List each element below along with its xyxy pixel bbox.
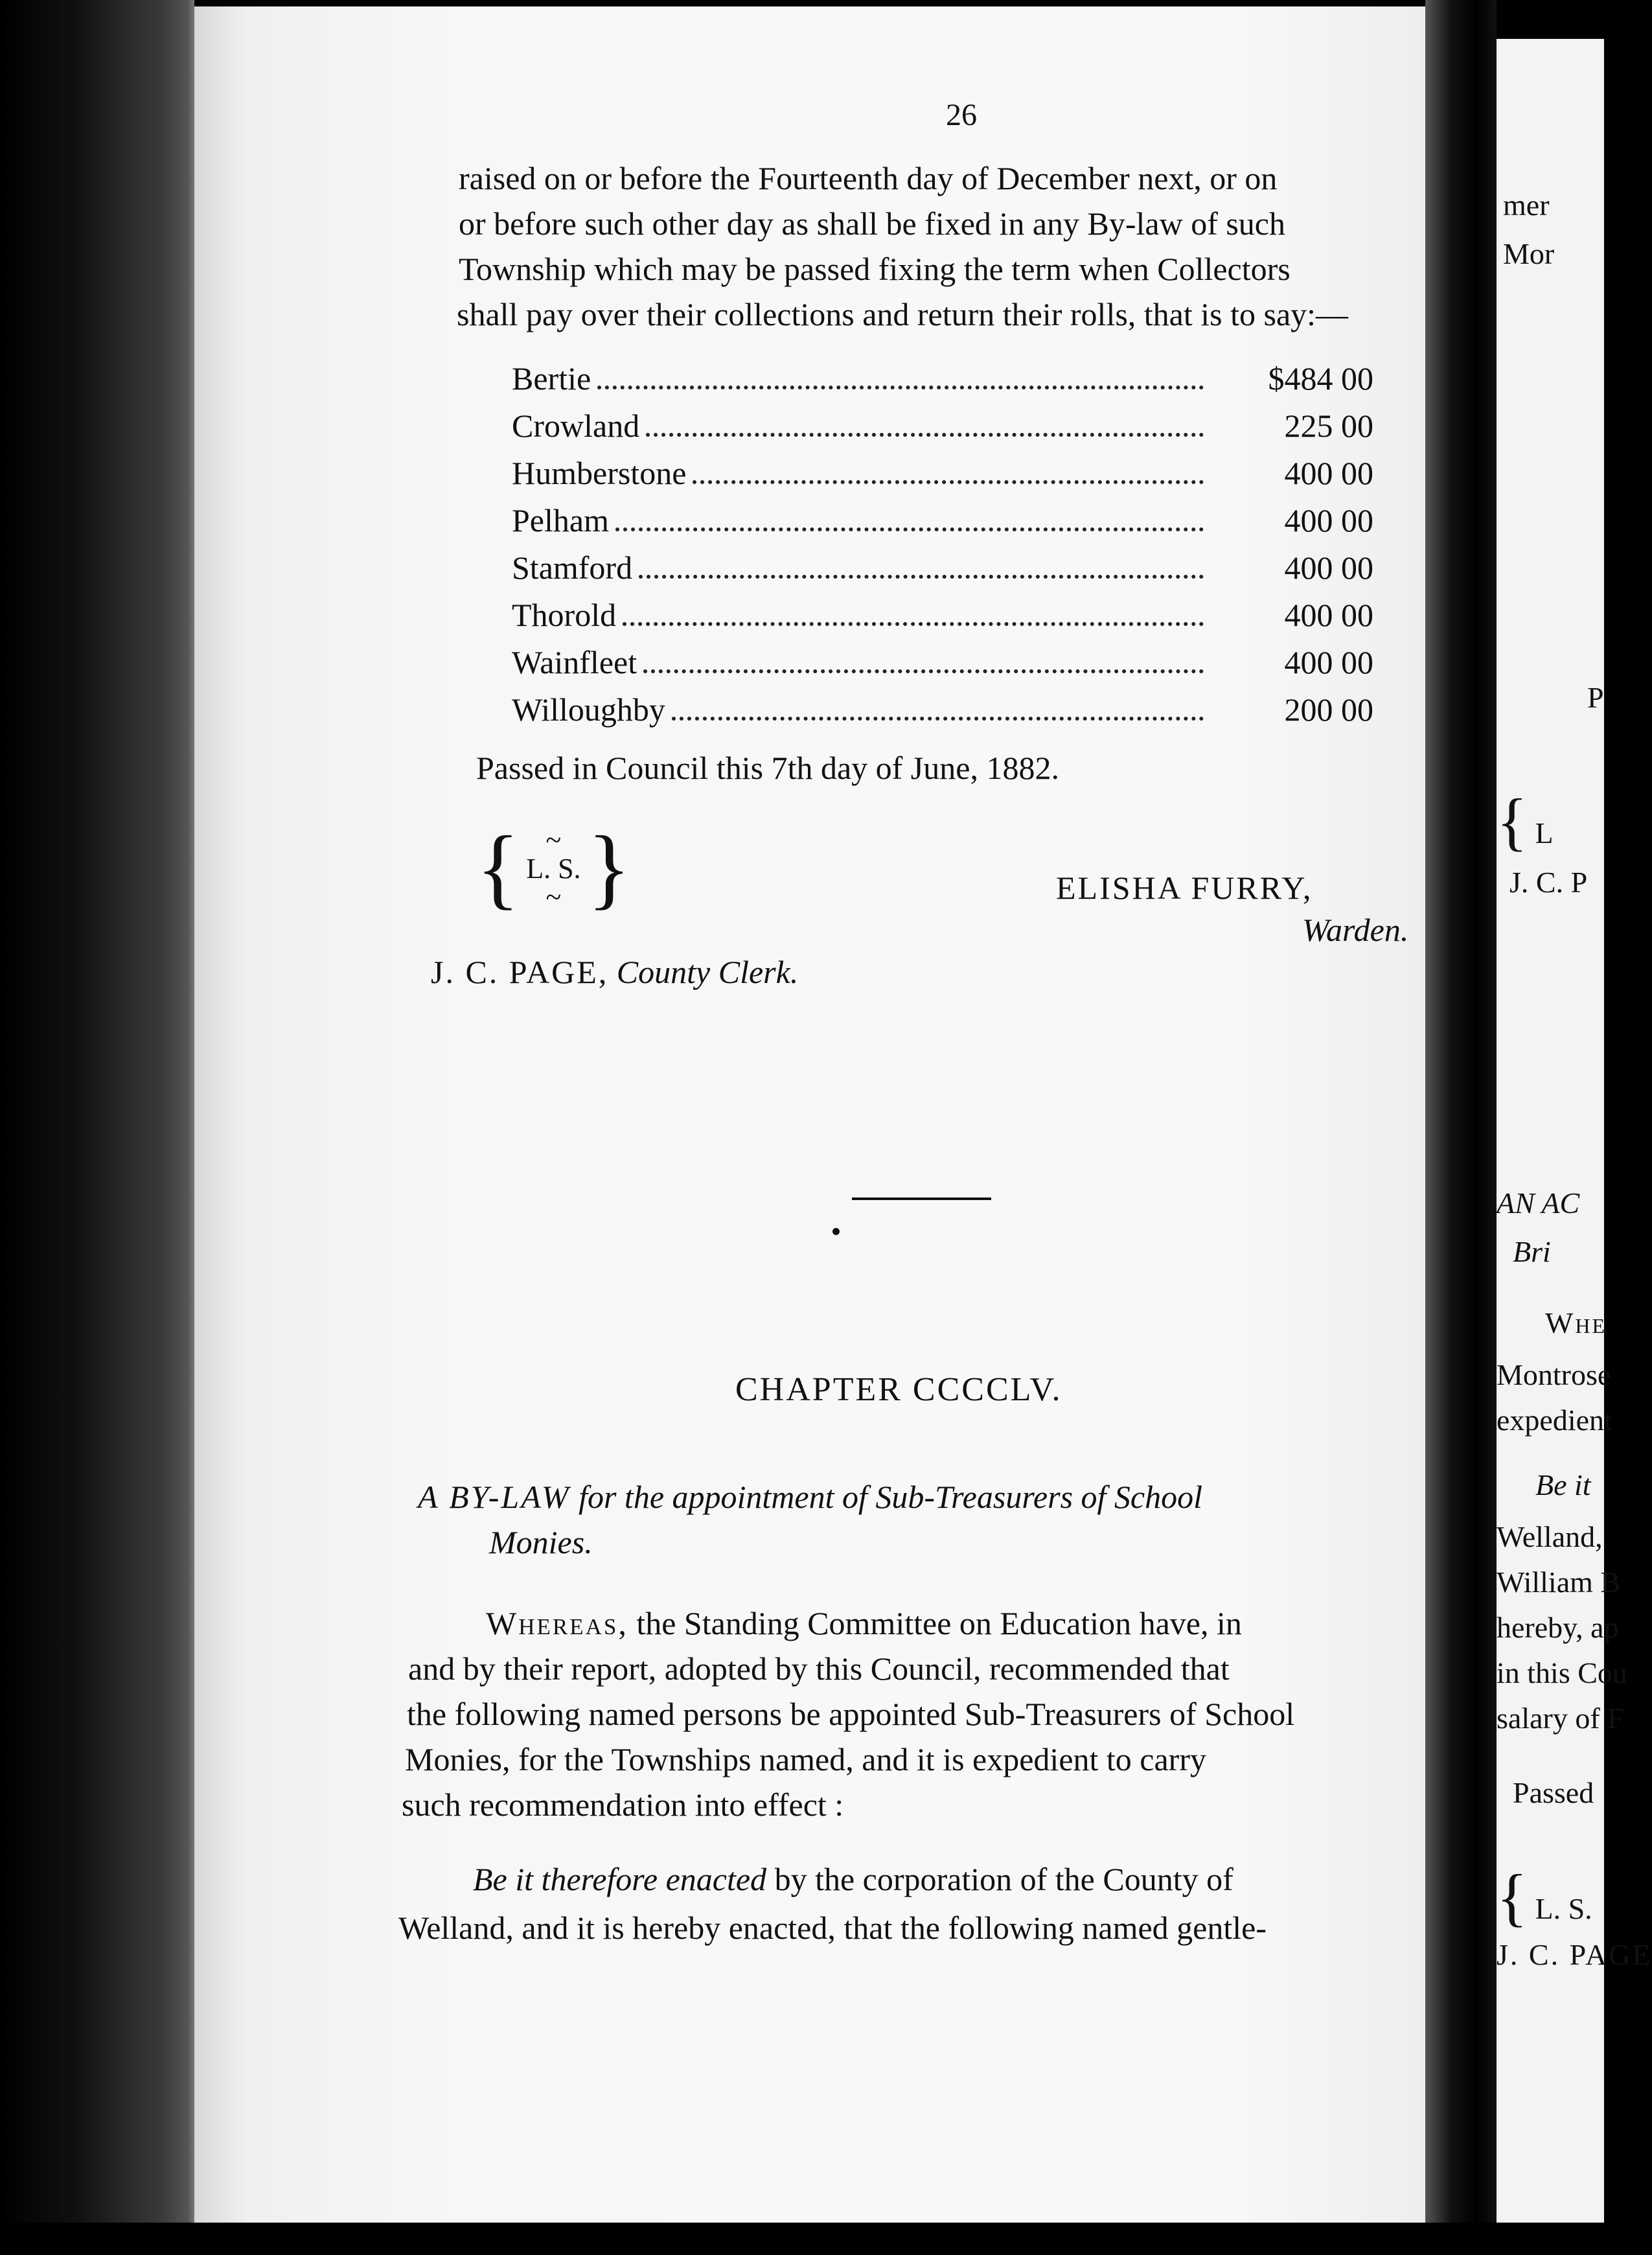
np-welland: William B: [1497, 1566, 1621, 1599]
body-line-5: such recommendation into effect :: [402, 1787, 844, 1823]
clerk-title: County Clerk.: [616, 954, 799, 990]
township-amounts-list: [512, 360, 1373, 738]
ink-dot: [832, 1228, 840, 1235]
np-welland: in this Cou: [1497, 1656, 1627, 1689]
clerk-name: J. C. PAGE,: [431, 954, 609, 990]
township-name: Pelham: [512, 502, 609, 538]
dot-leader: [639, 574, 1204, 579]
next-page-fragment: [1497, 39, 1652, 2229]
township-amount: 400 00: [1284, 597, 1373, 633]
np-welland: hereby, ap: [1497, 1611, 1619, 1644]
right-brace-icon: }: [587, 818, 631, 918]
intro-line-1: raised on or before the Fourteenth day of December next, or on: [459, 160, 1278, 196]
np-letter: P: [1587, 681, 1604, 714]
list-item: [512, 407, 1373, 454]
brace-icon: {: [1497, 1861, 1528, 1933]
np-clerk: J. C. P: [1509, 866, 1588, 899]
bylaw-title-line2: Monies.: [489, 1524, 593, 1560]
section-divider: [852, 1197, 991, 1200]
warden-title: Warden.: [1302, 912, 1409, 948]
bylaw-title-lead: A BY-LAW: [418, 1479, 571, 1515]
intro-line-2: or before such other day as shall be fixed in any By-law of such: [459, 205, 1286, 242]
np-act-title: AN AC: [1497, 1186, 1580, 1220]
np-welland: Welland,: [1497, 1520, 1603, 1553]
dot-leader: [615, 527, 1204, 531]
np-line: mer: [1503, 189, 1550, 222]
chapter-heading: CHAPTER CCCCLV.: [735, 1371, 1062, 1408]
body-line-3: the following named persons be appointed Sub-Treasurers of School: [407, 1696, 1295, 1732]
body-line-1: the Standing Committee on Education have, in: [636, 1605, 1242, 1641]
dot-leader: [693, 480, 1204, 484]
list-item: [512, 549, 1373, 596]
np-bri: Bri: [1513, 1235, 1551, 1268]
township-amount: $484 00: [1268, 360, 1373, 397]
township-amount: 400 00: [1284, 502, 1373, 538]
np-passed: Passed: [1513, 1776, 1594, 1809]
book-left-edge: [0, 0, 194, 2255]
list-item: [512, 454, 1373, 502]
np-line: Mor: [1503, 237, 1555, 270]
township-name: Willoughby: [512, 691, 665, 728]
page-number: 26: [946, 98, 977, 132]
np-welland: salary of F: [1497, 1702, 1624, 1735]
list-item: [512, 502, 1373, 549]
intro-line-3: Township which may be passed fixing the term when Collectors: [459, 251, 1291, 287]
bylaw-title-rest: for the appointment of Sub-Treasurers of School: [579, 1479, 1203, 1515]
left-brace-icon: {: [476, 818, 520, 918]
scan-bottom-band: [0, 2223, 1604, 2255]
intro-line-4: shall pay over their collections and return their rolls, that is to say:—: [457, 296, 1349, 332]
township-name: Stamford: [512, 549, 633, 586]
dot-leader: [672, 716, 1204, 721]
list-item: [512, 596, 1373, 643]
enact-lead: Be it therefore enacted: [473, 1861, 767, 1897]
enact-rest: by the corporation of the County of: [774, 1861, 1233, 1897]
legal-seal: [476, 818, 631, 918]
np-clerk-2: J. C. PAGE: [1497, 1938, 1652, 1971]
brace-icon: {: [1497, 785, 1528, 857]
township-name: Thorold: [512, 597, 617, 633]
np-be-it: Be it: [1535, 1468, 1591, 1501]
township-amount: 225 00: [1284, 408, 1373, 444]
dot-leader: [623, 621, 1204, 626]
enact-line-2: Welland, and it is hereby enacted, that the following named gentle-: [398, 1910, 1267, 1946]
dot-leader: [646, 432, 1204, 437]
whereas-lead: Whereas,: [486, 1605, 628, 1641]
township-name: Crowland: [512, 408, 640, 444]
np-seal-label: L. S.: [1535, 1892, 1592, 1925]
body-line-4: Monies, for the Townships named, and it is expedient to carry: [405, 1741, 1206, 1777]
np-whereas: Whe: [1545, 1306, 1607, 1339]
township-amount: 400 00: [1284, 644, 1373, 680]
township-name: Bertie: [512, 360, 591, 397]
township-name: Wainfleet: [512, 644, 637, 680]
dot-leader: [643, 669, 1204, 673]
warden-name: ELISHA FURRY,: [1056, 870, 1313, 906]
passed-in-council: Passed in Council this 7th day of June, 1882.: [476, 750, 1059, 786]
np-seal-label: L: [1535, 816, 1554, 850]
list-item: [512, 360, 1373, 407]
seal-label: ~ L. S. ~: [520, 852, 587, 885]
township-amount: 400 00: [1284, 455, 1373, 491]
township-amount: 200 00: [1284, 691, 1373, 728]
np-seal-fragment: [1497, 784, 1554, 859]
body-line-2: and by their report, adopted by this Council, recommended that: [408, 1650, 1230, 1687]
book-gutter: [1425, 0, 1497, 2255]
np-seal-2: [1497, 1860, 1592, 1934]
np-body: Montrose: [1497, 1358, 1611, 1391]
list-item: [512, 643, 1373, 691]
township-amount: 400 00: [1284, 549, 1373, 586]
dot-leader: [597, 385, 1204, 389]
township-name: Humberstone: [512, 455, 687, 491]
list-item: [512, 691, 1373, 738]
np-body: expedient: [1497, 1404, 1612, 1437]
